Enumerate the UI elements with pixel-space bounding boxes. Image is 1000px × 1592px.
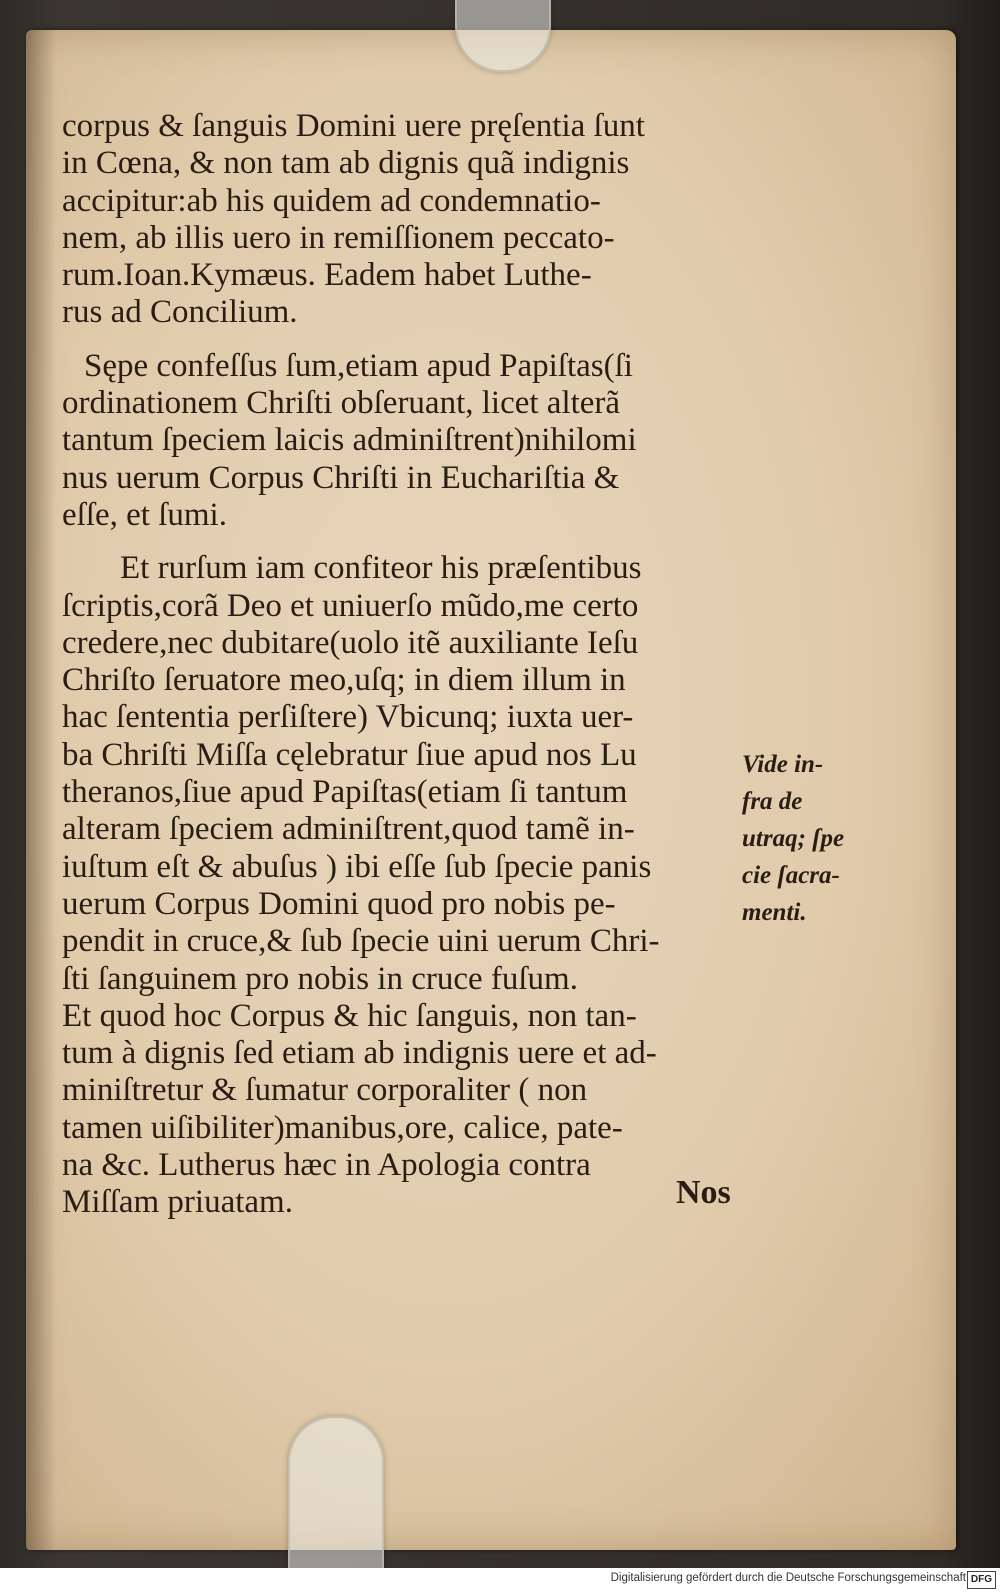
text-line: Miſſam priuatam.: [62, 1184, 293, 1221]
text-line: Chriſto ſeruatore meo,uſq; in diem illum in: [62, 662, 626, 699]
funding-credit: Digitalisierung gefördert durch die Deutsche Forschungsgemeinschaft: [610, 1572, 966, 1584]
marginal-note: [742, 746, 872, 931]
text-line: uerum Corpus Domini quod pro nobis pe-: [62, 885, 616, 922]
marginal-note-line: Vide in-: [742, 751, 824, 778]
text-line: eſſe, et ſumi.: [62, 496, 227, 533]
text-line: ba Chriſti Miſſa cęlebratur ſiue apud nos Lu: [62, 736, 637, 773]
text-line: theranos,ſiue apud Papiſtas(etiam ſi tantum: [62, 774, 628, 811]
text-line: ordinationem Chriſti obſeruant, licet alterã: [62, 385, 621, 422]
text-line: Sępe confeſſus ſum,etiam apud Papiſtas(ſi: [84, 347, 633, 384]
text-line: hac ſententia perſiſtere) Vbicunq; iuxta uer-: [62, 699, 634, 736]
scanner-clip-bottom: [288, 1416, 384, 1570]
marginal-note-line: menti.: [742, 899, 807, 926]
text-line: tamen uiſibiliter)manibus,ore, calice, pate-: [62, 1109, 623, 1146]
text-line: ſti ſanguinem pro nobis in cruce fuſum.: [62, 960, 578, 997]
text-line: nem, ab illis uero in remiſſionem peccato-: [62, 219, 615, 256]
text-line: tum à dignis ſed etiam ab indignis uere et ad-: [62, 1035, 657, 1072]
text-line: na &c. Lutherus hæc in Apologia contra: [62, 1147, 591, 1184]
text-line: tantum ſpeciem laicis adminiſtrent)nihilomi: [62, 422, 637, 459]
text-line: iuſtum eſt & abuſus ) ibi eſſe ſub ſpecie panis: [62, 848, 652, 885]
text-line: pendit in cruce,& ſub ſpecie uini uerum Chri-: [62, 923, 660, 960]
text-line: miniſtretur & ſumatur corporaliter ( non: [62, 1072, 588, 1109]
text-line: nus uerum Corpus Chriſti in Euchariſtia &: [62, 459, 620, 496]
text-line: corpus & ſanguis Domini uere pręſentia ſunt: [62, 108, 645, 144]
paragraph-2: [62, 348, 742, 534]
text-line: Et rurſum iam confiteor his præſentibus: [120, 550, 642, 587]
text-line: rum.Ioan.Kymæus. Eadem habet Luthe-: [62, 257, 592, 294]
text-line: credere,nec dubitare(uolo itẽ auxiliante Ieſu: [62, 624, 639, 661]
text-line: in Cœna, & non tam ab dignis quã indignis: [62, 145, 630, 182]
marginal-note-line: fra de: [742, 788, 803, 815]
footer-bar: [0, 1568, 1000, 1592]
text-line: ſcriptis,corã Deo et uniuerſo mũdo,me certo: [62, 587, 639, 624]
marginal-note-line: utraq; ſpe: [742, 825, 845, 852]
body-text: [62, 108, 742, 1222]
catchword: Nos: [676, 1174, 731, 1211]
text-line: rus ad Concilium.: [62, 294, 298, 331]
text-line: alteram ſpeciem adminiſtrent,quod tamẽ in-: [62, 811, 635, 848]
text-line: accipitur:ab his quidem ad condemnatio-: [62, 182, 601, 219]
paragraph-1: [62, 108, 742, 332]
paragraph-3: [62, 550, 742, 1221]
text-line: Et quod hoc Corpus & hic ſanguis, non tan-: [62, 997, 637, 1034]
dfg-logo: DFG: [967, 1571, 996, 1589]
marginal-note-line: cie ſacra-: [742, 862, 840, 889]
